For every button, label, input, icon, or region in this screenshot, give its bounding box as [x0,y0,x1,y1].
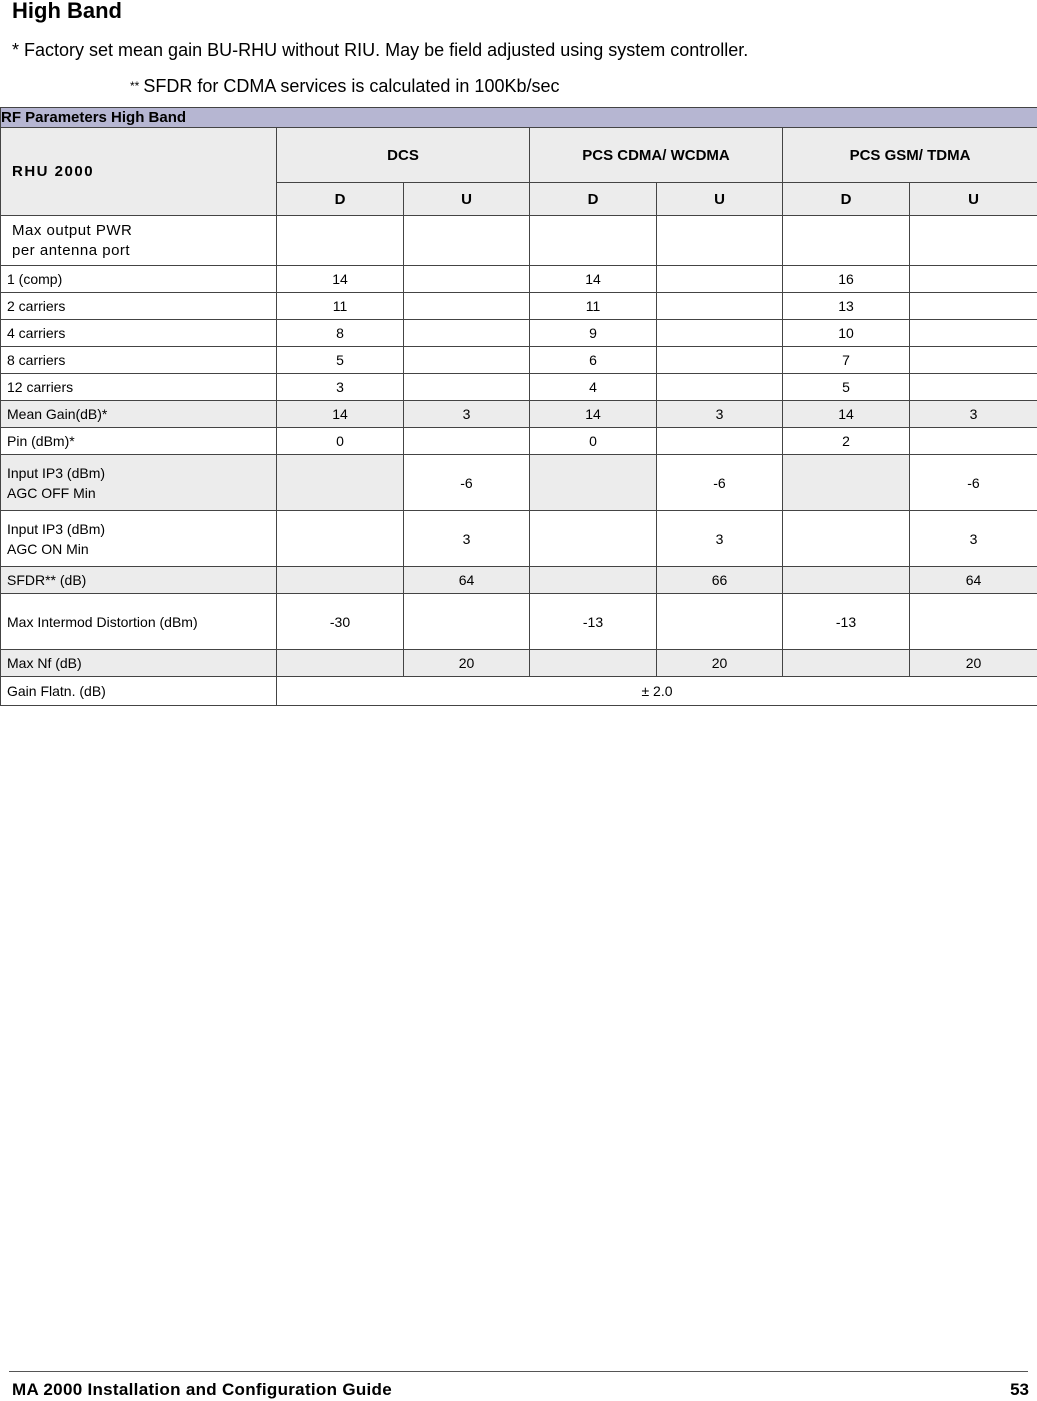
group-header-pcs-gsm: PCS GSM/ TDMA [783,128,1037,183]
du-header: D [277,183,404,216]
cell: 11 [530,293,657,320]
table-caption-row [1,108,1037,128]
footnote-mean-gain: * Factory set mean gain BU-RHU without RIU. May be field adjusted using system controller. [12,40,749,60]
row-label: 1 (comp) [1,266,277,293]
cell: 3 [404,511,530,567]
cell: 3 [657,401,783,428]
footnote-sfdr-text: SFDR for CDMA services is calculated in 100Kb/sec [143,76,560,96]
cell: -13 [530,594,657,650]
cell [783,650,910,677]
cell: 64 [404,567,530,594]
row-label-line2: AGC OFF Min [7,484,96,501]
cell [657,266,783,293]
table-row [1,677,1037,706]
cell [657,374,783,401]
cell: 4 [530,374,657,401]
row-label: 8 carriers [1,347,277,374]
gain-flatness-value: ± 2.0 [277,677,1037,706]
cell [530,511,657,567]
cell: 20 [657,650,783,677]
max-output-label-line2: per antenna port [12,241,131,259]
page-title: High Band [12,0,122,23]
cell: 5 [277,347,404,374]
row-label [1,455,277,511]
cell [910,374,1037,401]
row-label-line2: AGC ON Min [7,540,89,557]
cell: -30 [277,594,404,650]
cell [910,428,1037,455]
cell: 66 [657,567,783,594]
cell [783,511,910,567]
cell [277,650,404,677]
du-header: D [530,183,657,216]
cell: 10 [783,320,910,347]
group-header-dcs: DCS [277,128,530,183]
table-row [1,401,1037,428]
cell: 3 [657,511,783,567]
cell: 2 [783,428,910,455]
cell: 14 [277,266,404,293]
footnote-sfdr [130,76,560,97]
rf-parameters-table [0,107,1037,706]
cell [657,594,783,650]
cell [910,293,1037,320]
cell [277,511,404,567]
table-row [1,455,1037,511]
cell [404,428,530,455]
cell: 14 [277,401,404,428]
row-label: Gain Flatn. (dB) [1,677,277,706]
cell [910,594,1037,650]
cell: 9 [530,320,657,347]
max-output-row [1,216,1037,266]
table-row [1,374,1037,401]
group-header-row [1,128,1037,183]
table-row [1,293,1037,320]
table-row [1,347,1037,374]
cell: 20 [910,650,1037,677]
footer-divider [9,1371,1028,1372]
table-caption: RF Parameters High Band [1,108,1037,128]
cell: -6 [657,455,783,511]
cell: 14 [530,266,657,293]
table-row [1,320,1037,347]
table-row [1,511,1037,567]
cell [910,347,1037,374]
cell [404,374,530,401]
cell [277,455,404,511]
cell [530,650,657,677]
cell [404,594,530,650]
row-label: SFDR** (dB) [1,567,277,594]
cell: 16 [783,266,910,293]
row-label: 12 carriers [1,374,277,401]
cell: 3 [404,401,530,428]
cell: -6 [910,455,1037,511]
cell [404,347,530,374]
cell [910,320,1037,347]
cell: -6 [404,455,530,511]
cell [783,567,910,594]
du-header: D [783,183,910,216]
row-label: Mean Gain(dB)* [1,401,277,428]
du-header: U [910,183,1037,216]
cell [657,428,783,455]
table-row [1,428,1037,455]
group-header-pcs-cdma: PCS CDMA/ WCDMA [530,128,783,183]
row-label [1,511,277,567]
footer-title: MA 2000 Installation and Configuration Guide [12,1380,392,1399]
cell [910,266,1037,293]
cell [657,347,783,374]
table-row [1,594,1037,650]
cell: 11 [277,293,404,320]
cell: 5 [783,374,910,401]
row-label: Max Nf (dB) [1,650,277,677]
corner-label: RHU 2000 [1,128,277,216]
cell: 14 [783,401,910,428]
cell: 20 [404,650,530,677]
row-label-line1: Input IP3 (dBm) [7,464,106,481]
table-row [1,650,1037,677]
du-header: U [404,183,530,216]
cell [530,567,657,594]
cell [657,293,783,320]
max-output-label-line1: Max output PWR [12,221,133,239]
cell: 3 [910,401,1037,428]
cell: 0 [277,428,404,455]
cell: -13 [783,594,910,650]
row-label: Pin (dBm)* [1,428,277,455]
row-label: Max Intermod Distortion (dBm) [1,594,277,650]
cell: 13 [783,293,910,320]
cell: 3 [910,511,1037,567]
cell: 14 [530,401,657,428]
cell [404,293,530,320]
row-label [1,216,277,266]
cell [657,320,783,347]
cell: 8 [277,320,404,347]
row-label: 2 carriers [1,293,277,320]
cell: 0 [530,428,657,455]
footnote-mark: ** [130,79,140,93]
row-label: 4 carriers [1,320,277,347]
cell: 7 [783,347,910,374]
cell [530,455,657,511]
cell [404,320,530,347]
table-row [1,567,1037,594]
du-header: U [657,183,783,216]
row-label-line1: Input IP3 (dBm) [7,520,106,537]
cell: 6 [530,347,657,374]
cell [404,266,530,293]
table-row [1,266,1037,293]
cell [277,567,404,594]
cell: 3 [277,374,404,401]
cell: 64 [910,567,1037,594]
page-number: 53 [1010,1380,1029,1399]
cell [783,455,910,511]
